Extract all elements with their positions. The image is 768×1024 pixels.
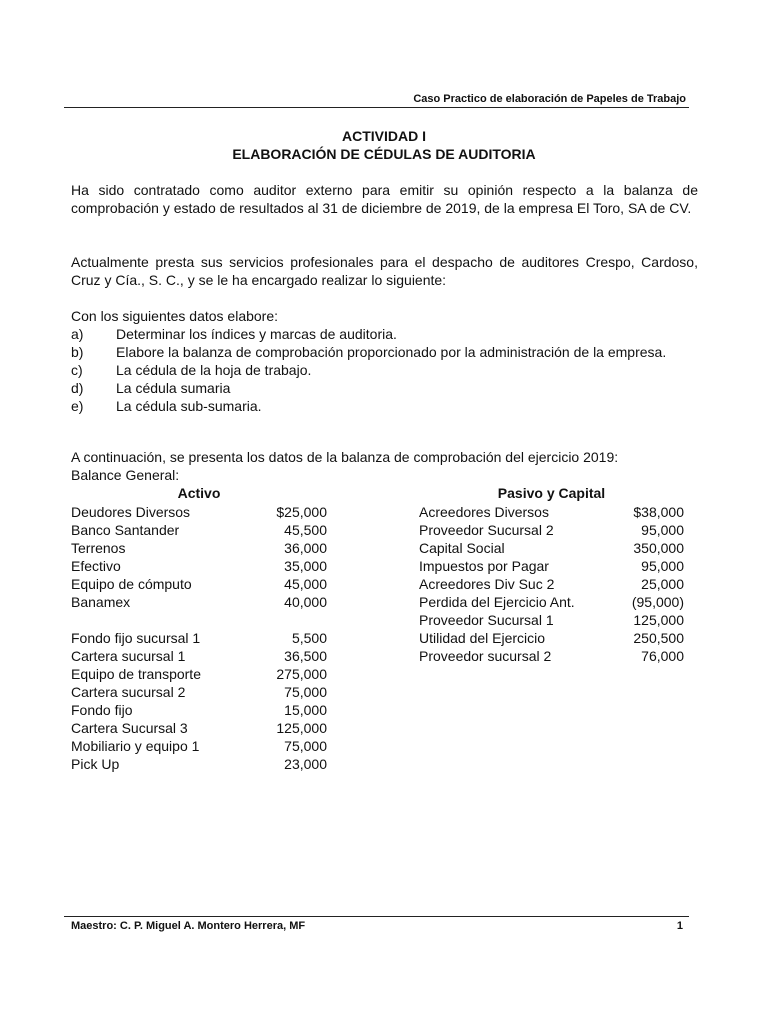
account-amount: 15,000 — [284, 702, 327, 718]
running-header: Caso Practico de elaboración de Papeles de Trabajo — [413, 93, 686, 105]
account-amount: 40,000 — [284, 594, 327, 610]
account-amount: 75,000 — [284, 738, 327, 754]
instructions-intro: Con los siguientes datos elabore: — [71, 308, 279, 324]
account-amount: 36,500 — [284, 648, 327, 664]
account-amount: (95,000) — [631, 594, 684, 610]
document-title — [64, 127, 704, 163]
paragraph-intro: Ha sido contratado como auditor externo para emitir su opinión respecto a la balanza de comprobación y estado de resultados al 31 de diciembre de 2019, de la empresa El Toro, SA de CV. — [71, 182, 698, 216]
account-amount: 75,000 — [284, 684, 327, 700]
account-name: Banamex — [71, 594, 131, 610]
table-row — [71, 503, 327, 521]
account-amount: 25,000 — [641, 576, 684, 592]
table-row — [419, 557, 684, 575]
list-letter: d) — [71, 380, 84, 396]
balance-general-label: Balance General: — [71, 467, 180, 483]
account-amount: 45,500 — [284, 522, 327, 538]
list-letter: a) — [71, 326, 84, 342]
instructions-list — [71, 325, 698, 415]
footer-rule — [64, 916, 689, 917]
title-line-1: ACTIVIDAD I — [342, 128, 426, 144]
table-row — [419, 629, 684, 647]
page-number: 1 — [676, 920, 683, 932]
table-row — [419, 575, 684, 593]
table-row — [71, 719, 327, 737]
list-item — [71, 325, 698, 343]
table-row — [71, 575, 327, 593]
activo-table — [71, 503, 327, 773]
list-item — [71, 379, 698, 397]
account-name: Fondo fijo — [71, 702, 133, 718]
account-name: Cartera Sucursal 3 — [71, 720, 188, 736]
table-row — [71, 521, 327, 539]
table-row — [71, 665, 327, 683]
account-name: Proveedor Sucursal 1 — [419, 612, 554, 628]
account-amount: 95,000 — [641, 522, 684, 538]
account-name: Mobiliario y equipo 1 — [71, 738, 200, 754]
table-row — [419, 611, 684, 629]
table-row — [419, 593, 684, 611]
account-amount: 5,500 — [291, 630, 327, 646]
list-letter: b) — [71, 344, 84, 360]
list-letter: e) — [71, 398, 84, 414]
list-letter: c) — [71, 362, 83, 378]
account-name: Cartera sucursal 2 — [71, 684, 186, 700]
account-name: Impuestos por Pagar — [419, 558, 549, 574]
list-text: Determinar los índices y marcas de auditoria. — [116, 326, 397, 342]
instructions-block — [71, 307, 698, 415]
table-row — [71, 737, 327, 755]
list-item — [71, 343, 698, 361]
account-name: Acreedores Div Suc 2 — [419, 576, 555, 592]
account-name: Proveedor sucursal 2 — [419, 648, 552, 664]
pasivo-capital-heading: Pasivo y Capital — [497, 485, 606, 501]
account-amount — [255, 611, 327, 629]
account-amount: 125,000 — [633, 612, 684, 628]
account-amount: 23,000 — [284, 756, 327, 772]
table-row — [71, 647, 327, 665]
paragraph-firm: Actualmente presta sus servicios profesionales para el despacho de auditores Crespo, Cardoso, Cruz y Cía., S. C., y se le ha encargado realizar lo siguiente: — [71, 254, 698, 288]
list-text: La cédula sub-sumaria. — [116, 398, 262, 414]
table-row — [71, 557, 327, 575]
table-row — [71, 755, 327, 773]
account-name: Utilidad del Ejercicio — [419, 630, 546, 646]
account-name: Deudores Diversos — [71, 504, 191, 520]
footer-teacher: Maestro: C. P. Miguel A. Montero Herrera, MF — [71, 920, 306, 932]
account-amount: 250,500 — [633, 630, 684, 646]
account-amount: 36,000 — [284, 540, 327, 556]
account-amount: $25,000 — [276, 504, 327, 520]
list-text: La cédula sumaria — [116, 380, 231, 396]
account-name: Capital Social — [419, 540, 505, 556]
table-row — [71, 701, 327, 719]
table-row — [71, 683, 327, 701]
account-name: Perdida del Ejercicio Ant. — [419, 594, 575, 610]
title-line-2: ELABORACIÓN DE CÉDULAS DE AUDITORIA — [232, 146, 536, 162]
list-text: Elabore la balanza de comprobación proporcionado por la administración de la empresa. — [116, 344, 667, 360]
account-name: Equipo de cómputo — [71, 576, 192, 592]
account-name: Fondo fijo sucursal 1 — [71, 630, 201, 646]
table-row — [71, 593, 327, 611]
account-amount: 275,000 — [276, 666, 327, 682]
account-name: Pick Up — [71, 756, 120, 772]
account-amount: $38,000 — [633, 504, 684, 520]
list-item — [71, 361, 698, 379]
account-name: Equipo de transporte — [71, 666, 201, 682]
table-row — [71, 629, 327, 647]
header-rule — [64, 107, 689, 108]
balance-intro-line: A continuación, se presenta los datos de la balanza de comprobación del ejercicio 2019: — [71, 449, 619, 465]
table-row — [71, 611, 327, 629]
table-row — [419, 647, 684, 665]
table-row — [71, 539, 327, 557]
activo-heading: Activo — [177, 485, 221, 501]
pasivo-table — [419, 503, 684, 665]
account-amount: 95,000 — [641, 558, 684, 574]
account-name: Banco Santander — [71, 522, 180, 538]
account-name: Terrenos — [71, 540, 126, 556]
account-amount: 350,000 — [633, 540, 684, 556]
account-name: Efectivo — [71, 558, 121, 574]
account-amount: 45,000 — [284, 576, 327, 592]
table-row — [419, 503, 684, 521]
account-name: Cartera sucursal 1 — [71, 648, 186, 664]
account-name: Acreedores Diversos — [419, 504, 549, 520]
account-amount: 76,000 — [641, 648, 684, 664]
account-name — [71, 611, 255, 629]
table-row — [419, 539, 684, 557]
table-row — [419, 521, 684, 539]
account-amount: 125,000 — [276, 720, 327, 736]
balance-intro — [71, 448, 698, 484]
list-text: La cédula de la hoja de trabajo. — [116, 362, 312, 378]
list-item — [71, 397, 698, 415]
account-amount: 35,000 — [284, 558, 327, 574]
account-name: Proveedor Sucursal 2 — [419, 522, 554, 538]
